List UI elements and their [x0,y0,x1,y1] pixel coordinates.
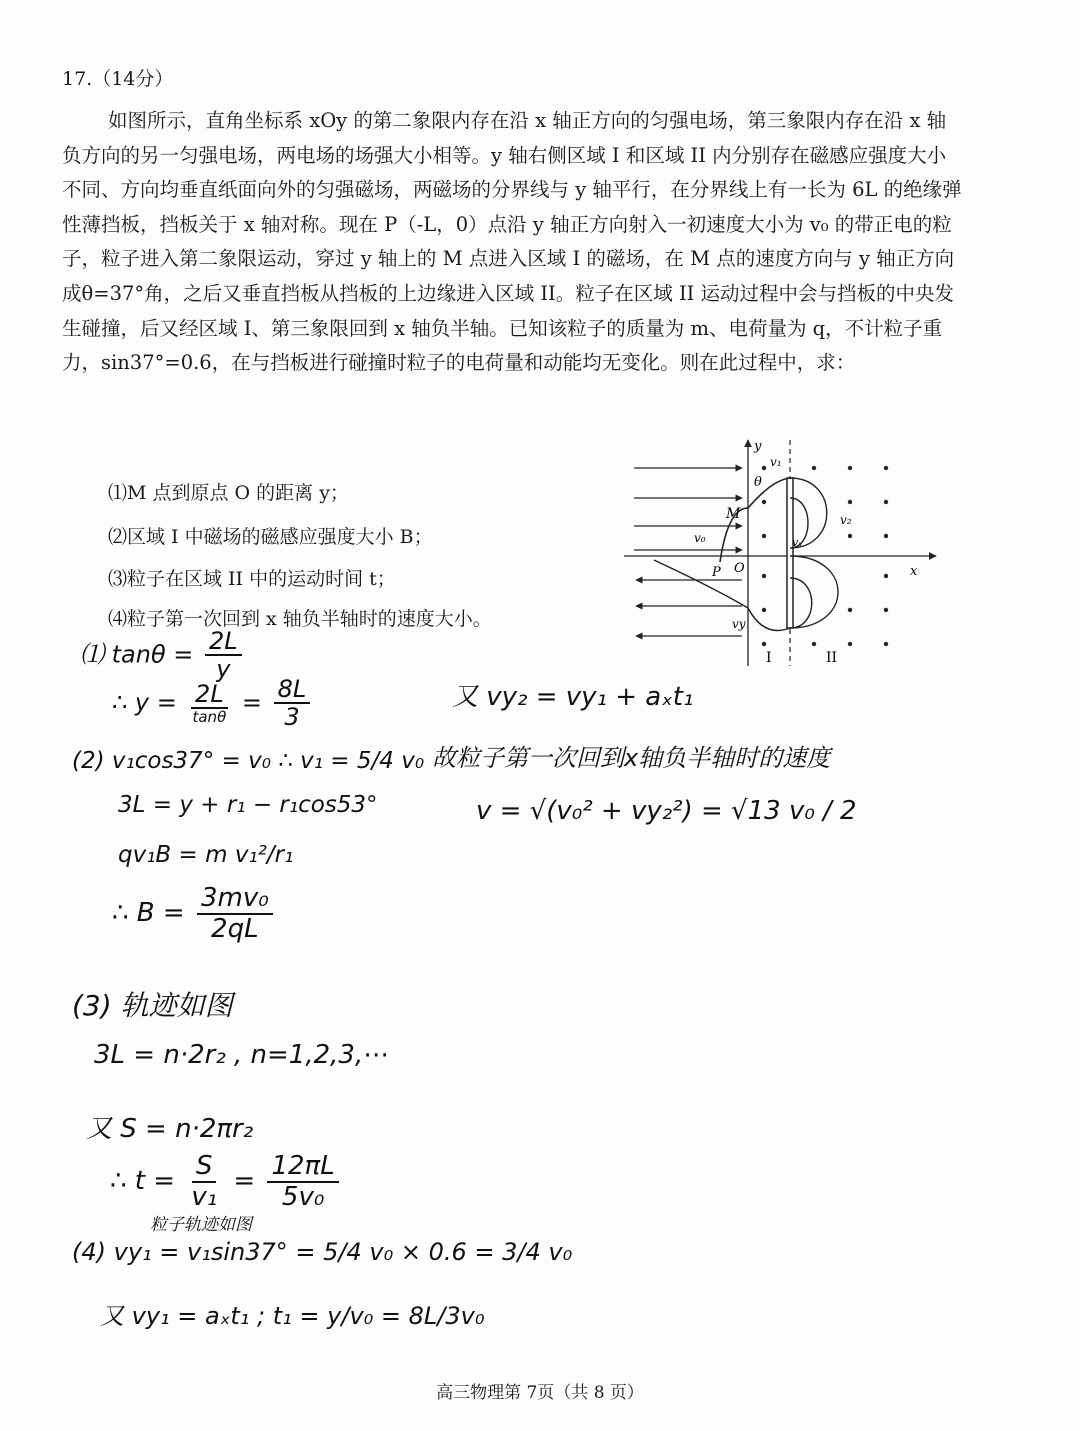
fraction [274,676,311,731]
answer-2-lhs: ∴ B = [112,898,185,929]
numerator: 8L [274,676,311,704]
denominator: v₁ [191,1181,218,1212]
denominator: 3 [284,703,300,732]
fraction [188,681,230,726]
fraction [187,1152,221,1211]
electric-field-lines-lower [636,580,742,636]
answer-3-lhs: ∴ t = [110,1166,176,1197]
numerator: 3mv₀ [197,884,273,915]
question-3: ⑶粒子在区域 II 中的运动时间 t； [108,568,396,590]
label-v2: v₂ [840,513,852,527]
problem-body [62,104,964,381]
label-y-axis: y [754,439,762,454]
question-4: ⑷粒子第一次回到 x 轴负半轴时的速度大小。 [108,608,492,630]
question-2: ⑵区域 I 中磁场的磁感应强度大小 B； [108,526,433,548]
answer-1-line-1 [80,628,246,683]
fraction [205,628,242,683]
answer-1-lhs: ⑴ tanθ = [80,640,194,669]
right-answer-line-3: v = √(v₀² + vy₂²) = √13 v₀ / 2 [476,796,857,826]
question-1: ⑴M 点到原点 O 的距离 y； [108,482,349,504]
fraction [197,884,273,943]
numerator: S [192,1152,217,1183]
answer-3-line-4 [110,1152,343,1211]
denominator: y [216,655,231,684]
equals-sign: = [241,688,262,717]
problem-statement: 如图所示，直角坐标系 xOy 的第二象限内存在沿 x 轴正方向的匀强电场，第三象限内存在沿 x 轴负方向的另一匀强电场，两电场的场强大小相等。y 轴右侧区域 I 和区域 II 内分别存在磁感应强度大小不同、方向均垂直纸面向外的匀强磁场，两磁场的分界线与 y 轴平行，在分界线上有一长为 6L 的绝缘弹性薄挡板，挡板关于 x 轴对称。现在 P（-L，0）点沿 y 轴正方向射入一初速度大小为 v₀ 的带正电的粒子，粒子进入第二象限运动，穿过 y 轴上的 M 点进入区域 I 的磁场，在 M 点的速度方向与 y 轴正方向成θ=37°角，之后又垂直挡板从挡板的上边缘进入区域 II。粒子在区域 II 运动过程中会与挡板的中央发生碰撞，后又经区域 I、第三象限回到 x 轴负半轴。已知该粒子的质量为 m、电荷量为 q，不计粒子重力，sin37°=0.6，在与挡板进行碰撞时粒子的电荷量和动能均无变化。则在此过程中，求： [62,109,962,375]
answer-4-note: 粒子轨迹如图 [150,1215,252,1235]
answer-4-line-2: 又 vy₁ = aₓt₁ ; t₁ = y/v₀ = 8L/3v₀ [100,1302,485,1330]
answer-2-line-2: 3L = y + r₁ − r₁cos53° [118,792,378,818]
label-x-axis: x [910,564,918,579]
trajectory-region2-lower [790,556,838,628]
barrier-plate [787,478,793,628]
page-footer: 高三物理第 7页（共 8 页） [436,1383,644,1403]
label-v1: v₁ [770,455,782,469]
right-answer-line-2: 故粒子第一次回到x轴负半轴时的速度 [432,744,831,772]
answer-1b-lhs: ∴ y = [112,688,177,717]
numerator: 2L [205,628,242,656]
answer-2-line-1: (2) v₁cos37° = v₀ ∴ v₁ = 5/4 v₀ [72,748,425,774]
denominator: tanθ [192,708,227,727]
label-origin: O [734,561,745,576]
equals-sign: = [233,1166,256,1197]
physics-diagram [624,438,944,668]
answer-2-line-4 [112,884,277,943]
answer-1-line-2 [112,676,314,731]
answer-2-line-3: qv₁B = m v₁²/r₁ [118,842,294,868]
label-point-p: P [712,565,721,580]
right-answer-line-1: 又 vy₂ = vy₁ + aₓt₁ [452,682,694,712]
label-v0: v₀ [694,531,706,545]
numerator: 12πL [267,1152,338,1183]
answer-3-line-3: 又 S = n·2πr₂ [86,1114,254,1144]
problem-number: 17.（14分） [62,68,174,90]
label-theta: θ [754,475,762,490]
label-vx: vₓ [792,536,803,549]
label-point-m: M [726,506,741,522]
trajectory-return [654,560,790,631]
label-region-2: II [826,650,838,666]
label-region-1: I [766,650,772,666]
answer-4-line-1: (4) vy₁ = v₁sin37° = 5/4 v₀ × 0.6 = 3/4 v₀ [72,1238,573,1266]
fraction [267,1152,338,1211]
denominator: 5v₀ [281,1181,325,1212]
numerator: 2L [191,681,228,709]
label-vy: vy [732,617,746,631]
denominator: 2qL [211,913,259,944]
answer-3-line-1: (3) 轨迹如图 [72,989,233,1022]
answer-3-line-2: 3L = n·2r₂ , n=1,2,3,⋯ [94,1040,390,1070]
